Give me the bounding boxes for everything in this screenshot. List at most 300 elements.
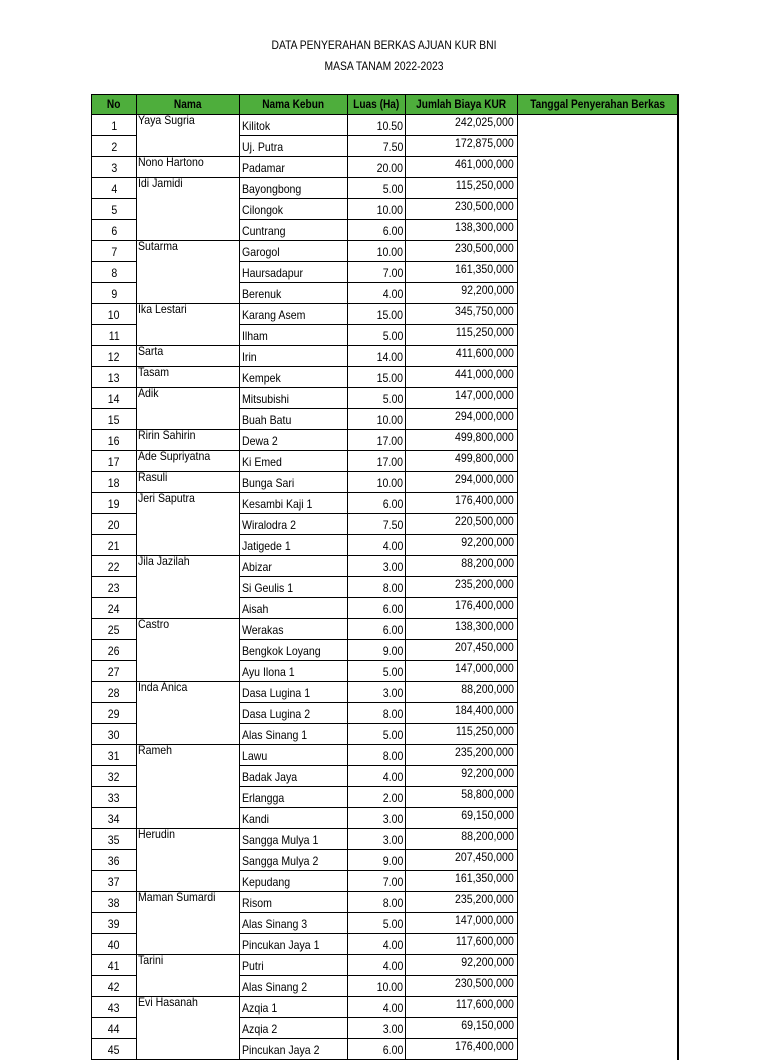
table-row [92, 724, 678, 745]
cell-tanggal [518, 535, 678, 556]
cell-luas: 6.00 [348, 220, 406, 241]
table-row [92, 850, 678, 871]
cell-nama: Yaya Sugria [137, 115, 240, 136]
cell-no: 31 [92, 745, 137, 766]
cell-jumlah-biaya: 92,200,000 [406, 283, 518, 304]
cell-no: 11 [92, 325, 137, 346]
cell-tanggal [518, 640, 678, 661]
cell-jumlah-biaya: 294,000,000 [406, 409, 518, 430]
cell-no: 5 [92, 199, 137, 220]
cell-nama-kebun: Kesambi Kaji 1 [240, 493, 348, 514]
cell-luas: 15.00 [348, 304, 406, 325]
cell-tanggal [518, 514, 678, 535]
cell-tanggal [518, 976, 678, 997]
cell-no: 22 [92, 556, 137, 577]
cell-luas: 7.00 [348, 871, 406, 892]
cell-nama [137, 640, 240, 661]
cell-jumlah-biaya: 117,600,000 [406, 934, 518, 955]
cell-tanggal [518, 325, 678, 346]
cell-nama-kebun: Si Geulis 1 [240, 577, 348, 598]
cell-nama-kebun: Werakas [240, 619, 348, 640]
cell-luas: 6.00 [348, 619, 406, 640]
table-row [92, 1039, 678, 1060]
cell-nama-kebun: Kempek [240, 367, 348, 388]
cell-luas: 4.00 [348, 997, 406, 1018]
cell-nama: Herudin [137, 829, 240, 850]
table-row [92, 220, 678, 241]
cell-nama-kebun: Ilham [240, 325, 348, 346]
cell-luas: 17.00 [348, 451, 406, 472]
table-row [92, 703, 678, 724]
cell-jumlah-biaya: 92,200,000 [406, 535, 518, 556]
cell-nama [137, 976, 240, 997]
cell-nama: Nono Hartono [137, 157, 240, 178]
cell-no: 2 [92, 136, 137, 157]
cell-luas: 5.00 [348, 724, 406, 745]
cell-nama: Maman Sumardi [137, 892, 240, 913]
cell-jumlah-biaya: 69,150,000 [406, 808, 518, 829]
cell-luas: 9.00 [348, 640, 406, 661]
table-row [92, 913, 678, 934]
table-row [92, 787, 678, 808]
cell-luas: 10.00 [348, 199, 406, 220]
table-row [92, 577, 678, 598]
cell-no: 45 [92, 1039, 137, 1060]
cell-nama-kebun: Berenuk [240, 283, 348, 304]
cell-jumlah-biaya: 230,500,000 [406, 199, 518, 220]
cell-jumlah-biaya: 441,000,000 [406, 367, 518, 388]
cell-nama: Ika Lestari [137, 304, 240, 325]
cell-nama-kebun: Uj. Putra [240, 136, 348, 157]
table-row [92, 283, 678, 304]
cell-jumlah-biaya: 138,300,000 [406, 619, 518, 640]
cell-nama-kebun: Pincukan Jaya 1 [240, 934, 348, 955]
cell-no: 7 [92, 241, 137, 262]
cell-nama-kebun: Garogol [240, 241, 348, 262]
cell-nama-kebun: Irin [240, 346, 348, 367]
cell-nama [137, 724, 240, 745]
cell-nama-kebun: Aisah [240, 598, 348, 619]
cell-nama [137, 577, 240, 598]
cell-nama-kebun: Dewa 2 [240, 430, 348, 451]
table-row [92, 388, 678, 409]
cell-nama: Rasuli [137, 472, 240, 493]
cell-no: 38 [92, 892, 137, 913]
cell-luas: 6.00 [348, 493, 406, 514]
cell-no: 19 [92, 493, 137, 514]
table-row [92, 955, 678, 976]
cell-nama-kebun: Abizar [240, 556, 348, 577]
cell-nama-kebun: Putri [240, 955, 348, 976]
cell-nama: Idi Jamidi [137, 178, 240, 199]
cell-tanggal [518, 934, 678, 955]
cell-no: 14 [92, 388, 137, 409]
header-nama: Nama [137, 95, 240, 115]
cell-jumlah-biaya: 147,000,000 [406, 661, 518, 682]
cell-nama [137, 220, 240, 241]
cell-jumlah-biaya: 172,875,000 [406, 136, 518, 157]
cell-no: 25 [92, 619, 137, 640]
cell-nama-kebun: Ayu Ilona 1 [240, 661, 348, 682]
cell-nama-kebun: Kandi [240, 808, 348, 829]
header-row [92, 95, 678, 115]
cell-no: 12 [92, 346, 137, 367]
table-body [92, 115, 678, 1060]
table-row [92, 430, 678, 451]
cell-no: 8 [92, 262, 137, 283]
cell-nama [137, 913, 240, 934]
header-tanggal: Tanggal Penyerahan Berkas [518, 95, 678, 115]
cell-nama [137, 787, 240, 808]
cell-jumlah-biaya: 115,250,000 [406, 724, 518, 745]
table-row [92, 157, 678, 178]
cell-jumlah-biaya: 117,600,000 [406, 997, 518, 1018]
submission-table [91, 94, 679, 1060]
cell-jumlah-biaya: 69,150,000 [406, 1018, 518, 1039]
table-row [92, 871, 678, 892]
cell-nama [137, 136, 240, 157]
table-row [92, 997, 678, 1018]
table-row [92, 661, 678, 682]
header-jumlah-biaya: Jumlah Biaya KUR [406, 95, 518, 115]
cell-nama: Tarini [137, 955, 240, 976]
cell-nama-kebun: Pincukan Jaya 2 [240, 1039, 348, 1060]
cell-luas: 3.00 [348, 682, 406, 703]
cell-no: 42 [92, 976, 137, 997]
table-row [92, 619, 678, 640]
cell-jumlah-biaya: 345,750,000 [406, 304, 518, 325]
cell-jumlah-biaya: 176,400,000 [406, 493, 518, 514]
cell-luas: 7.50 [348, 514, 406, 535]
cell-jumlah-biaya: 220,500,000 [406, 514, 518, 535]
cell-tanggal [518, 577, 678, 598]
cell-tanggal [518, 241, 678, 262]
cell-tanggal [518, 829, 678, 850]
cell-nama [137, 934, 240, 955]
cell-jumlah-biaya: 115,250,000 [406, 325, 518, 346]
cell-nama [137, 808, 240, 829]
cell-luas: 4.00 [348, 535, 406, 556]
cell-nama-kebun: Badak Jaya [240, 766, 348, 787]
cell-nama-kebun: Bayongbong [240, 178, 348, 199]
cell-tanggal [518, 955, 678, 976]
cell-nama-kebun: Azqia 1 [240, 997, 348, 1018]
table-row [92, 262, 678, 283]
cell-tanggal [518, 913, 678, 934]
table-row [92, 556, 678, 577]
cell-no: 30 [92, 724, 137, 745]
cell-nama-kebun: Bunga Sari [240, 472, 348, 493]
cell-jumlah-biaya: 147,000,000 [406, 388, 518, 409]
cell-nama [137, 661, 240, 682]
cell-luas: 3.00 [348, 556, 406, 577]
cell-nama: Inda Anica [137, 682, 240, 703]
cell-luas: 8.00 [348, 892, 406, 913]
table-row [92, 367, 678, 388]
cell-jumlah-biaya: 88,200,000 [406, 829, 518, 850]
table-row [92, 115, 678, 136]
cell-tanggal [518, 388, 678, 409]
cell-no: 9 [92, 283, 137, 304]
cell-nama: Evi Hasanah [137, 997, 240, 1018]
cell-nama-kebun: Alas Sinang 2 [240, 976, 348, 997]
header-no: No [92, 95, 137, 115]
table-row [92, 451, 678, 472]
cell-no: 18 [92, 472, 137, 493]
cell-nama [137, 766, 240, 787]
cell-nama: Ade Supriyatna [137, 451, 240, 472]
cell-nama-kebun: Risom [240, 892, 348, 913]
cell-luas: 6.00 [348, 1039, 406, 1060]
table-row [92, 304, 678, 325]
cell-tanggal [518, 472, 678, 493]
cell-no: 10 [92, 304, 137, 325]
cell-luas: 9.00 [348, 850, 406, 871]
cell-luas: 5.00 [348, 388, 406, 409]
cell-no: 24 [92, 598, 137, 619]
cell-tanggal [518, 430, 678, 451]
cell-tanggal [518, 703, 678, 724]
cell-luas: 7.50 [348, 136, 406, 157]
cell-no: 44 [92, 1018, 137, 1039]
cell-luas: 4.00 [348, 934, 406, 955]
cell-jumlah-biaya: 161,350,000 [406, 262, 518, 283]
cell-jumlah-biaya: 235,200,000 [406, 577, 518, 598]
cell-nama [137, 1039, 240, 1060]
cell-tanggal [518, 598, 678, 619]
cell-nama-kebun: Ki Emed [240, 451, 348, 472]
cell-no: 34 [92, 808, 137, 829]
cell-luas: 5.00 [348, 661, 406, 682]
cell-tanggal [518, 1018, 678, 1039]
cell-nama [137, 598, 240, 619]
cell-no: 32 [92, 766, 137, 787]
cell-no: 39 [92, 913, 137, 934]
table-row [92, 682, 678, 703]
cell-jumlah-biaya: 88,200,000 [406, 682, 518, 703]
cell-tanggal [518, 220, 678, 241]
cell-jumlah-biaya: 176,400,000 [406, 1039, 518, 1060]
cell-tanggal [518, 409, 678, 430]
cell-luas: 5.00 [348, 913, 406, 934]
cell-nama [137, 262, 240, 283]
cell-tanggal [518, 892, 678, 913]
cell-no: 6 [92, 220, 137, 241]
cell-jumlah-biaya: 161,350,000 [406, 871, 518, 892]
cell-nama-kebun: Cilongok [240, 199, 348, 220]
cell-nama: Castro [137, 619, 240, 640]
cell-tanggal [518, 661, 678, 682]
table-row [92, 514, 678, 535]
cell-nama: Tasam [137, 367, 240, 388]
cell-nama-kebun: Erlangga [240, 787, 348, 808]
cell-luas: 10.00 [348, 472, 406, 493]
cell-no: 26 [92, 640, 137, 661]
cell-jumlah-biaya: 184,400,000 [406, 703, 518, 724]
cell-nama [137, 1018, 240, 1039]
cell-no: 27 [92, 661, 137, 682]
table-row [92, 493, 678, 514]
table-row [92, 325, 678, 346]
cell-tanggal [518, 157, 678, 178]
cell-jumlah-biaya: 461,000,000 [406, 157, 518, 178]
cell-luas: 5.00 [348, 178, 406, 199]
cell-nama: Adik [137, 388, 240, 409]
cell-tanggal [518, 787, 678, 808]
cell-nama-kebun: Haursadapur [240, 262, 348, 283]
cell-no: 41 [92, 955, 137, 976]
table-row [92, 178, 678, 199]
cell-nama [137, 409, 240, 430]
cell-luas: 3.00 [348, 808, 406, 829]
cell-nama-kebun: Bengkok Loyang [240, 640, 348, 661]
cell-nama: Sarta [137, 346, 240, 367]
cell-nama-kebun: Mitsubishi [240, 388, 348, 409]
cell-jumlah-biaya: 92,200,000 [406, 955, 518, 976]
cell-nama-kebun: Sangga Mulya 1 [240, 829, 348, 850]
cell-luas: 7.00 [348, 262, 406, 283]
cell-luas: 15.00 [348, 367, 406, 388]
cell-nama-kebun: Buah Batu [240, 409, 348, 430]
table-row [92, 892, 678, 913]
cell-luas: 10.50 [348, 115, 406, 136]
table-row [92, 199, 678, 220]
cell-jumlah-biaya: 176,400,000 [406, 598, 518, 619]
cell-no: 35 [92, 829, 137, 850]
cell-jumlah-biaya: 230,500,000 [406, 976, 518, 997]
cell-nama-kebun: Lawu [240, 745, 348, 766]
cell-tanggal [518, 997, 678, 1018]
cell-tanggal [518, 1039, 678, 1060]
cell-nama-kebun: Kepudang [240, 871, 348, 892]
cell-tanggal [518, 745, 678, 766]
header-nama-kebun: Nama Kebun [240, 95, 348, 115]
cell-jumlah-biaya: 207,450,000 [406, 850, 518, 871]
cell-nama-kebun: Wiralodra 2 [240, 514, 348, 535]
cell-nama-kebun: Cuntrang [240, 220, 348, 241]
cell-nama [137, 325, 240, 346]
cell-no: 37 [92, 871, 137, 892]
cell-no: 1 [92, 115, 137, 136]
cell-luas: 20.00 [348, 157, 406, 178]
cell-jumlah-biaya: 499,800,000 [406, 430, 518, 451]
cell-luas: 3.00 [348, 1018, 406, 1039]
table-row [92, 241, 678, 262]
cell-no: 29 [92, 703, 137, 724]
cell-jumlah-biaya: 235,200,000 [406, 745, 518, 766]
table-row [92, 598, 678, 619]
cell-no: 4 [92, 178, 137, 199]
cell-nama [137, 871, 240, 892]
cell-no: 17 [92, 451, 137, 472]
cell-no: 20 [92, 514, 137, 535]
cell-no: 21 [92, 535, 137, 556]
cell-tanggal [518, 766, 678, 787]
cell-nama-kebun: Alas Sinang 3 [240, 913, 348, 934]
cell-tanggal [518, 199, 678, 220]
cell-tanggal [518, 556, 678, 577]
cell-nama-kebun: Alas Sinang 1 [240, 724, 348, 745]
cell-luas: 6.00 [348, 598, 406, 619]
table-row [92, 136, 678, 157]
table-row [92, 745, 678, 766]
cell-luas: 10.00 [348, 241, 406, 262]
cell-nama [137, 283, 240, 304]
cell-no: 13 [92, 367, 137, 388]
cell-no: 23 [92, 577, 137, 598]
cell-luas: 4.00 [348, 283, 406, 304]
cell-tanggal [518, 682, 678, 703]
cell-tanggal [518, 346, 678, 367]
table-row [92, 976, 678, 997]
cell-tanggal [518, 367, 678, 388]
cell-luas: 10.00 [348, 409, 406, 430]
cell-jumlah-biaya: 115,250,000 [406, 178, 518, 199]
cell-no: 40 [92, 934, 137, 955]
cell-nama: Rameh [137, 745, 240, 766]
table-row [92, 829, 678, 850]
cell-nama-kebun: Azqia 2 [240, 1018, 348, 1039]
cell-nama-kebun: Kilitok [240, 115, 348, 136]
cell-tanggal [518, 724, 678, 745]
table-row [92, 472, 678, 493]
cell-jumlah-biaya: 207,450,000 [406, 640, 518, 661]
cell-luas: 8.00 [348, 703, 406, 724]
cell-tanggal [518, 115, 678, 136]
cell-no: 3 [92, 157, 137, 178]
table-row [92, 766, 678, 787]
cell-tanggal [518, 178, 678, 199]
table-row [92, 934, 678, 955]
document-title-block [0, 35, 768, 77]
table-row [92, 346, 678, 367]
cell-jumlah-biaya: 92,200,000 [406, 766, 518, 787]
cell-tanggal [518, 850, 678, 871]
header-luas: Luas (Ha) [348, 95, 406, 115]
cell-tanggal [518, 304, 678, 325]
table-row [92, 1018, 678, 1039]
table-row [92, 409, 678, 430]
cell-no: 43 [92, 997, 137, 1018]
cell-tanggal [518, 262, 678, 283]
cell-jumlah-biaya: 294,000,000 [406, 472, 518, 493]
cell-nama [137, 535, 240, 556]
cell-nama: Ririn Sahirin [137, 430, 240, 451]
cell-luas: 10.00 [348, 976, 406, 997]
cell-luas: 5.00 [348, 325, 406, 346]
cell-nama [137, 703, 240, 724]
cell-jumlah-biaya: 411,600,000 [406, 346, 518, 367]
cell-nama-kebun: Dasa Lugina 2 [240, 703, 348, 724]
cell-tanggal [518, 136, 678, 157]
cell-nama-kebun: Sangga Mulya 2 [240, 850, 348, 871]
cell-tanggal [518, 283, 678, 304]
cell-luas: 8.00 [348, 745, 406, 766]
cell-luas: 4.00 [348, 766, 406, 787]
cell-jumlah-biaya: 147,000,000 [406, 913, 518, 934]
cell-luas: 8.00 [348, 577, 406, 598]
cell-jumlah-biaya: 499,800,000 [406, 451, 518, 472]
cell-jumlah-biaya: 235,200,000 [406, 892, 518, 913]
cell-jumlah-biaya: 242,025,000 [406, 115, 518, 136]
cell-jumlah-biaya: 88,200,000 [406, 556, 518, 577]
cell-jumlah-biaya: 230,500,000 [406, 241, 518, 262]
cell-luas: 14.00 [348, 346, 406, 367]
cell-nama-kebun: Jatigede 1 [240, 535, 348, 556]
cell-nama [137, 850, 240, 871]
table-row [92, 808, 678, 829]
cell-tanggal [518, 808, 678, 829]
